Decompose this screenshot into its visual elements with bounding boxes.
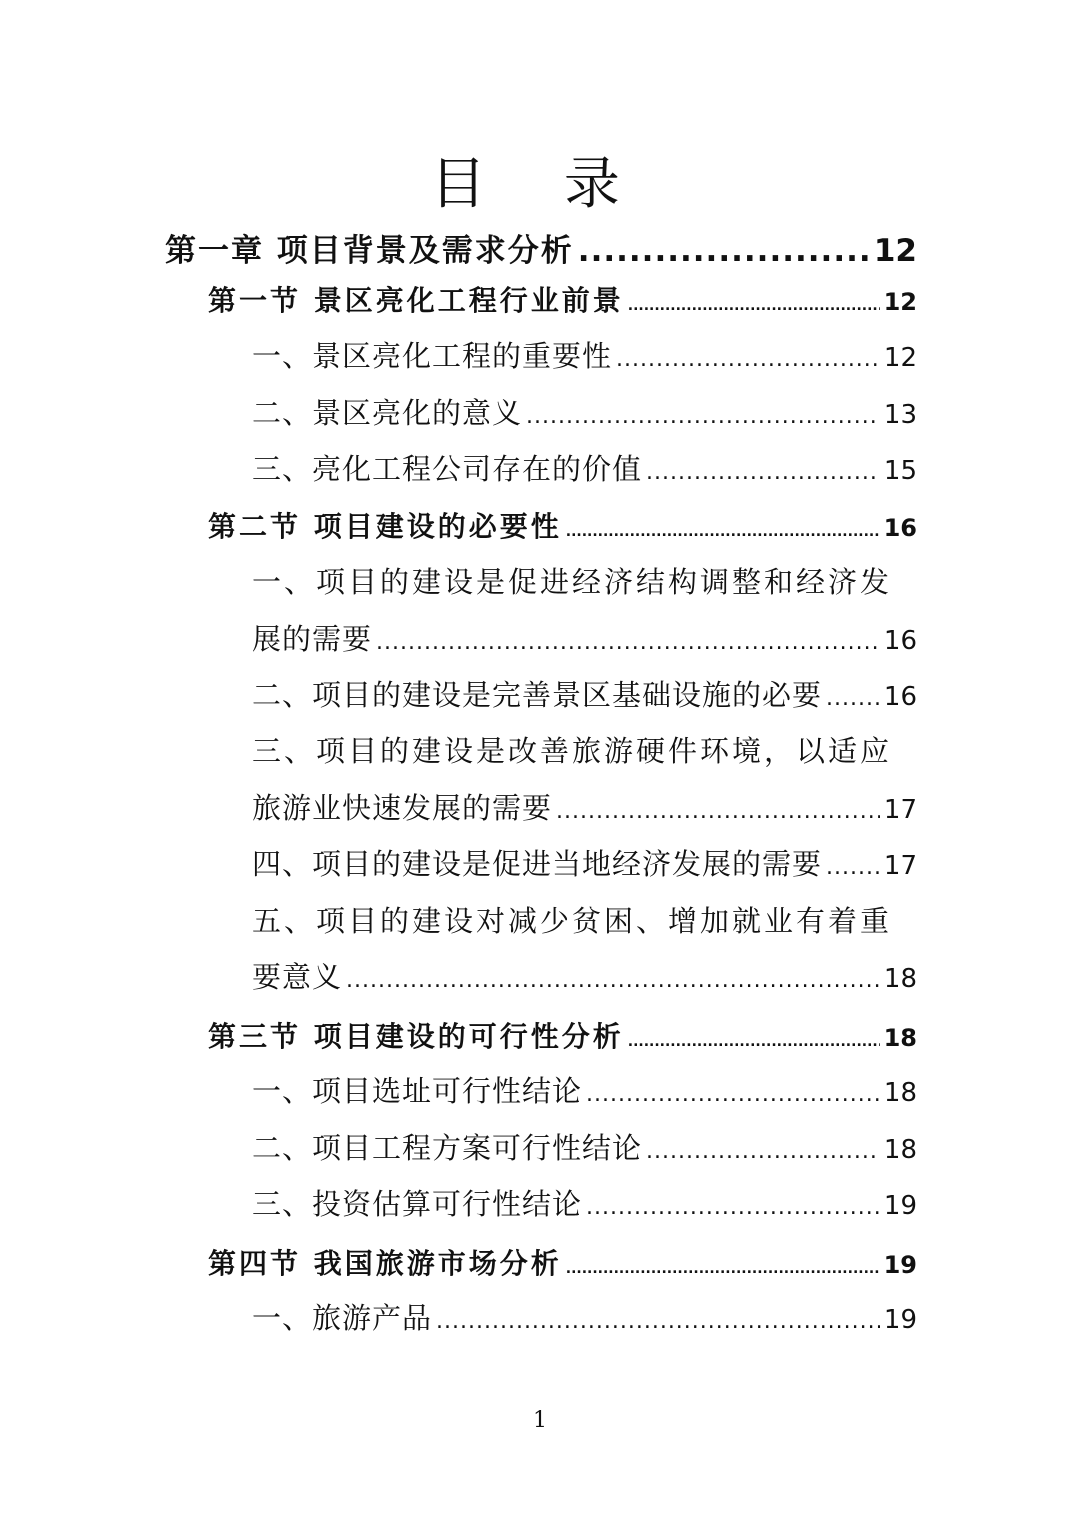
toc-entry-label: 要意义 [252, 960, 343, 994]
dot-leader [586, 1082, 880, 1107]
page-title: 目 录 [430, 152, 650, 217]
toc-entry-page: 18 [883, 964, 917, 994]
dot-leader [526, 404, 880, 429]
toc-entry-label: 第三节 项目建设的可行性分析 [208, 1020, 624, 1053]
toc-entry-section-3[interactable] [208, 1015, 917, 1055]
toc-entry-item[interactable] [252, 1069, 917, 1110]
toc-entry-page: 18 [883, 1078, 917, 1108]
toc-entry-chapter-1[interactable] [165, 225, 917, 270]
dot-leader [646, 1139, 880, 1164]
toc-entry-item[interactable] [252, 391, 917, 432]
toc-entry-item[interactable] [252, 447, 917, 488]
toc-entry-item[interactable] [252, 1126, 917, 1167]
toc-entry-label: 二、景区亮化的意义 [252, 396, 523, 430]
toc-entry-item[interactable] [252, 842, 917, 883]
toc-entry-page: 13 [883, 400, 917, 430]
dot-leader [436, 1309, 880, 1334]
toc-entry-page: 18 [883, 1024, 917, 1052]
page-number: 1 [533, 1408, 547, 1433]
toc-entry-item[interactable] [252, 1182, 917, 1223]
toc-entry-page: 16 [883, 514, 917, 542]
toc-entry-label: 第四节 我国旅游市场分析 [208, 1247, 562, 1280]
toc-entry-page: 16 [883, 682, 917, 712]
toc-entry-page: 12 [873, 233, 917, 269]
toc-entry-page: 17 [883, 795, 917, 825]
dot-leader [586, 1195, 880, 1220]
toc-entry-label: 旅游业快速发展的需要 [252, 791, 553, 825]
toc-entry-page: 19 [883, 1191, 917, 1221]
dot-leader [628, 1034, 880, 1050]
toc-entry-section-1[interactable] [208, 279, 917, 319]
dot-leader [646, 460, 880, 485]
toc-entry-label-line1[interactable]: 五、项目的建设对减少贫困、增加就业有着重 [252, 904, 893, 938]
dot-leader [566, 1261, 880, 1277]
toc-entry-label: 一、景区亮化工程的重要性 [252, 339, 613, 373]
toc-entry-page: 17 [883, 851, 917, 881]
dot-leader [346, 968, 880, 993]
toc-entry-label: 三、投资估算可行性结论 [252, 1187, 583, 1221]
toc-entry-label-line1[interactable]: 一、项目的建设是促进经济结构调整和经济发 [252, 565, 893, 599]
toc-entry-label: 二、项目工程方案可行性结论 [252, 1131, 643, 1165]
dot-leader [826, 855, 880, 880]
toc-entry-item[interactable] [252, 1296, 917, 1337]
dot-leader [628, 298, 880, 314]
toc-entry-page: 18 [883, 1135, 917, 1165]
dot-leader [826, 686, 880, 711]
toc-entry-label: 第一章 项目背景及需求分析 [165, 233, 574, 269]
toc-entry-label: 一、项目选址可行性结论 [252, 1074, 583, 1108]
toc-entry-label: 展的需要 [252, 622, 373, 656]
dot-leader [376, 630, 880, 655]
toc-entry-page: 12 [883, 343, 917, 373]
toc-entry-item[interactable] [252, 334, 917, 375]
toc-entry-page: 19 [883, 1251, 917, 1279]
toc-entry-label: 四、项目的建设是促进当地经济发展的需要 [252, 847, 823, 881]
toc-entry-item[interactable] [252, 786, 917, 827]
dot-leader [578, 233, 870, 269]
toc-entry-item[interactable] [252, 673, 917, 714]
toc-entry-page: 16 [883, 626, 917, 656]
dot-leader [616, 347, 880, 372]
toc-entry-label-line1[interactable]: 三、项目的建设是改善旅游硬件环境，以适应 [252, 734, 893, 768]
toc-entry-label: 一、旅游产品 [252, 1301, 433, 1335]
toc-entry-section-4[interactable] [208, 1242, 917, 1282]
toc-entry-page: 12 [883, 288, 917, 316]
toc-entry-page: 15 [883, 456, 917, 486]
toc-entry-label: 三、亮化工程公司存在的价值 [252, 452, 643, 486]
toc-entry-item[interactable] [252, 617, 917, 658]
toc-entry-page: 19 [883, 1305, 917, 1335]
toc-entry-item[interactable] [252, 955, 917, 996]
toc-entry-label: 第一节 景区亮化工程行业前景 [208, 284, 624, 317]
dot-leader [566, 524, 880, 540]
toc-entry-label: 二、项目的建设是完善景区基础设施的必要 [252, 678, 823, 712]
toc-entry-section-2[interactable] [208, 505, 917, 545]
dot-leader [556, 799, 880, 824]
toc-entry-label: 第二节 项目建设的必要性 [208, 510, 562, 543]
